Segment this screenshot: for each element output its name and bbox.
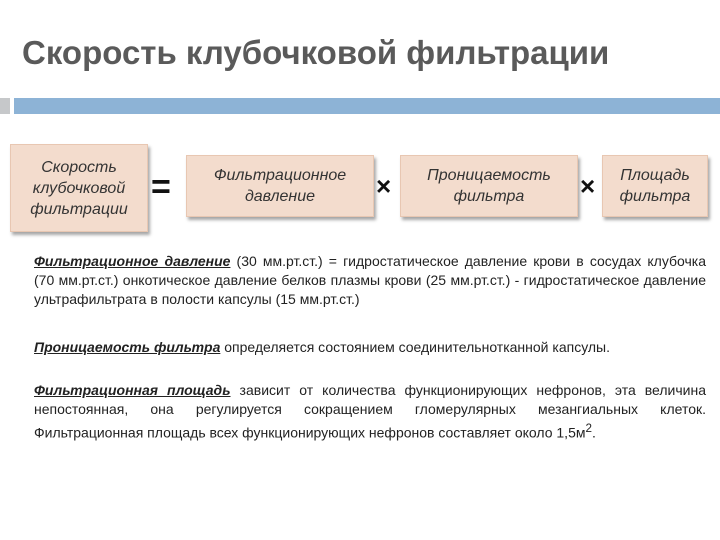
formula-box-gfr: Скорость клубочковой фильтрации [10, 144, 148, 232]
formula-box-filter-area: Площадь фильтра [602, 155, 708, 217]
text-filter-permeability: определяется состоянием соединительнотканной капсулы. [220, 339, 611, 355]
title-underline-bar [0, 98, 720, 114]
bar-accent-blue [14, 98, 720, 114]
formula-box-filtration-pressure: Фильтрационное давление [186, 155, 374, 217]
multiply-sign-2: × [580, 171, 596, 201]
term-filter-permeability: Проницаемость фильтра [34, 339, 221, 355]
multiply-sign-1: × [376, 171, 392, 201]
equals-sign: = [151, 168, 171, 206]
paragraph-filtration-area [34, 381, 706, 443]
term-filtration-pressure: Фильтрационное давление [34, 253, 231, 269]
term-filtration-area: Фильтрационная площадь [34, 382, 231, 398]
paragraph-filtration-pressure [34, 252, 706, 309]
superscript-2: 2 [585, 422, 592, 435]
text-filtration-pressure: (30 мм.рт.ст.) = гидростатическое давление крови в сосудах клубочка (70 мм.рт.ст.) онкотическое давление белков плазмы крови (25 мм.рт.ст.) - гидростатическое давление ультрафильтрата в полости капсулы (15 мм.рт.ст.) [34, 253, 706, 307]
text-period: . [591, 424, 596, 441]
bar-accent-gray [0, 98, 10, 114]
text-filtration-area: зависит от количества функционирующих нефронов, эта величина непостоянная, она регулируется сокращением гломерулярных мезангиальных клеток. Фильтрационная площадь всех функционирующих нефронов составляет около 1,5м [34, 382, 706, 441]
paragraph-filter-permeability [34, 338, 706, 357]
slide-title: Скорость клубочковой фильтрации [22, 34, 610, 71]
formula-box-filter-permeability: Проницаемость фильтра [400, 155, 578, 217]
